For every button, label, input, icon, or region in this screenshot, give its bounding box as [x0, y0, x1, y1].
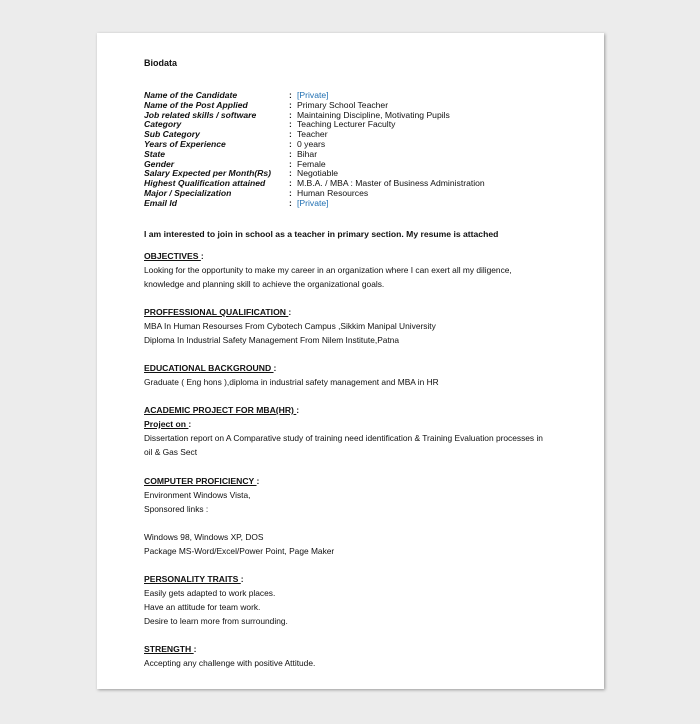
info-separator: :	[289, 129, 292, 140]
info-label: Job related skills / software	[144, 109, 257, 120]
personality-line: Have an attitude for team work.	[144, 602, 261, 612]
academic-line: Dissertation report on A Comparative study of training need identification & Training Evaluation processes in	[144, 433, 543, 443]
candidate-info-table	[144, 91, 485, 209]
personality-heading: PERSONALITY TRAITS	[144, 574, 241, 584]
info-separator: :	[289, 148, 292, 159]
objectives-line: Looking for the opportunity to make my career in an organization where I can exert all my diligence,	[144, 265, 512, 275]
info-separator: :	[289, 178, 292, 189]
professional-line: MBA In Human Resourses From Cybotech Campus ,Sikkim Manipal University	[144, 321, 436, 331]
professional-qualification-section	[144, 305, 564, 347]
info-separator: :	[289, 187, 292, 198]
heading-colon: :	[193, 644, 197, 654]
info-value: Bihar	[297, 148, 318, 159]
personality-line: Easily gets adapted to work places.	[144, 588, 276, 598]
info-label: Highest Qualification attained	[144, 178, 266, 189]
educational-background-section	[144, 361, 564, 389]
document-title: Biodata	[144, 58, 178, 68]
info-label: Email Id	[144, 197, 177, 208]
academic-line: oil & Gas Sect	[144, 447, 198, 457]
info-value-link[interactable]: [Private]	[297, 90, 329, 100]
info-separator: :	[289, 119, 292, 130]
info-separator: :	[289, 197, 292, 208]
academic-project-section	[144, 403, 564, 459]
section-heading	[144, 474, 564, 488]
info-value: Maintaining Discipline, Motivating Pupils	[297, 109, 450, 120]
info-value: Female	[297, 158, 326, 169]
info-separator: :	[289, 168, 292, 179]
project-subheading	[144, 417, 564, 431]
professional-line: Diploma In Industrial Safety Management From Nilem Institute,Patna	[144, 335, 400, 345]
academic-heading: ACADEMIC PROJECT FOR MBA(HR)	[144, 405, 297, 415]
computer-line: Package MS-Word/Excel/Power Point, Page Maker	[144, 546, 335, 556]
info-row	[144, 199, 485, 209]
info-value: Negotiable	[297, 168, 339, 179]
objectives-line: knowledge and planning skill to achieve the organizational goals.	[144, 279, 385, 289]
heading-colon: :	[256, 476, 260, 486]
heading-colon: :	[200, 251, 204, 261]
education-heading: EDUCATIONAL BACKGROUND	[144, 363, 274, 373]
info-separator: :	[289, 158, 292, 169]
info-separator: :	[289, 109, 292, 120]
heading-colon: :	[188, 419, 192, 429]
personality-line: Desire to learn more from surrounding.	[144, 616, 288, 626]
strength-line: Accepting any challenge with positive Attitude.	[144, 658, 316, 668]
education-line: Graduate ( Eng hons ),diploma in industrial safety management and MBA in HR	[144, 377, 439, 387]
info-value: Primary School Teacher	[297, 99, 389, 110]
section-heading	[144, 305, 564, 319]
strength-section	[144, 642, 564, 670]
info-value: Teacher	[297, 129, 328, 140]
info-value-link[interactable]: [Private]	[297, 197, 329, 208]
info-label: Name of the Candidate	[144, 90, 238, 100]
info-label: Gender	[144, 158, 175, 169]
info-label: State	[144, 148, 166, 159]
info-value: Human Resources	[297, 187, 369, 198]
heading-colon: :	[296, 405, 300, 415]
info-separator: :	[289, 99, 292, 110]
section-heading	[144, 249, 564, 263]
professional-heading: PROFFESSIONAL QUALIFICATION	[144, 307, 289, 317]
heading-colon: :	[240, 574, 244, 584]
spacer	[144, 516, 564, 530]
info-label: Major / Specialization	[144, 187, 232, 198]
intro-statement: I am interested to join in school as a teacher in primary section. My resume is attached	[144, 229, 499, 239]
section-heading	[144, 572, 564, 586]
info-label: Salary Expected per Month(Rs)	[144, 168, 272, 179]
info-value: 0 years	[297, 138, 326, 149]
section-heading	[144, 642, 564, 656]
computer-line: Windows 98, Windows XP, DOS	[144, 532, 264, 542]
section-heading	[144, 403, 564, 417]
objectives-heading: OBJECTIVES	[144, 251, 201, 261]
strength-heading: STRENGTH	[144, 644, 194, 654]
computer-line: Environment Windows Vista,	[144, 490, 251, 500]
info-label: Name of the Post Applied	[144, 99, 248, 110]
personality-traits-section	[144, 572, 564, 628]
computer-line: Sponsored links :	[144, 504, 209, 514]
info-label: Years of Experience	[144, 138, 226, 149]
info-label: Category	[144, 119, 182, 130]
objectives-section	[144, 249, 564, 291]
computer-proficiency-section	[144, 474, 564, 558]
info-label: Sub Category	[144, 129, 200, 140]
info-separator: :	[289, 138, 292, 149]
section-heading	[144, 361, 564, 375]
heading-colon: :	[288, 307, 292, 317]
project-on-label: Project on	[144, 419, 189, 429]
info-value: M.B.A. / MBA : Master of Business Administration	[297, 178, 485, 189]
heading-colon: :	[273, 363, 277, 373]
info-separator: :	[289, 90, 292, 100]
computer-heading: COMPUTER PROFICIENCY	[144, 476, 257, 486]
document-page	[97, 33, 604, 689]
info-value: Teaching Lecturer Faculty	[297, 119, 396, 130]
